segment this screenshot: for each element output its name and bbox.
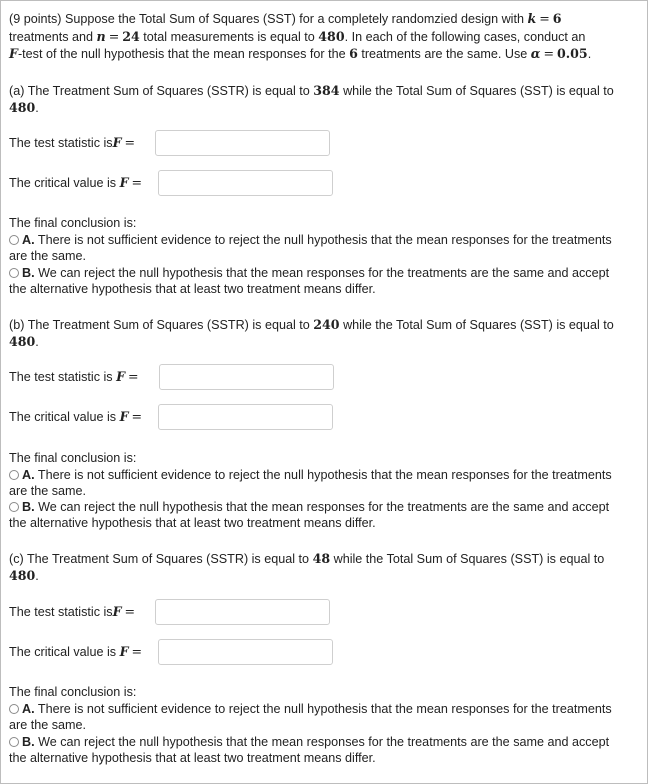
f-variable: F	[119, 175, 129, 190]
equals-sign: =	[124, 135, 136, 150]
label-text: The critical value is	[9, 410, 117, 424]
option-letter: B.	[22, 266, 35, 280]
part-c-option-a[interactable]	[9, 702, 612, 716]
sst-value: 480	[9, 100, 36, 115]
sst-value: 480	[9, 334, 36, 349]
part-b-option-b[interactable]	[9, 500, 609, 514]
part-a-prompt-line-1	[9, 83, 614, 98]
k-variable: k	[527, 11, 537, 26]
intro-line-3	[9, 46, 591, 61]
part-a-prompt-line-2	[9, 100, 39, 115]
part-text: while the Total Sum of Squares (SST) is equal to	[333, 552, 605, 566]
part-text: The Treatment Sum of Squares (SSTR) is equal to	[26, 552, 310, 566]
radio-button[interactable]	[9, 268, 19, 278]
equals-sign: =	[539, 11, 550, 26]
part-c-critical-value-input[interactable]	[158, 639, 333, 665]
intro-text: Suppose the Total Sum of Squares (SST) for a completely randomzied design with	[65, 12, 524, 26]
option-letter: A.	[22, 233, 35, 247]
label-text: The test statistic is	[9, 136, 113, 150]
points-label: (9 points)	[9, 12, 62, 26]
option-letter: A.	[22, 702, 35, 716]
f-variable: F	[9, 46, 18, 61]
equals-sign: =	[131, 409, 143, 424]
option-text: We can reject the null hypothesis that the mean responses for the treatments are the same and accept	[38, 500, 610, 514]
part-b-test-statistic-input[interactable]	[159, 364, 334, 390]
part-c-option-b[interactable]	[9, 735, 609, 749]
intro-text: -test of the null hypothesis that the mean responses for the	[17, 47, 346, 61]
f-variable: F	[116, 369, 126, 384]
period: .	[35, 569, 39, 583]
part-a-option-b[interactable]	[9, 266, 609, 280]
sstr-value: 240	[313, 317, 340, 332]
radio-button[interactable]	[9, 502, 19, 512]
part-b-option-b-continued: the alternative hypothesis that at least two treatment means differ.	[9, 516, 376, 530]
label-text: The test statistic is	[9, 605, 113, 619]
label-text: The critical value is	[9, 645, 117, 659]
part-prefix: (c)	[9, 552, 24, 566]
part-c-option-a-continued: are the same.	[9, 718, 87, 732]
option-text: There is not sufficient evidence to reject the null hypothesis that the mean responses for the treatments	[37, 702, 612, 716]
part-a-test-statistic-label	[9, 135, 138, 150]
equals-sign: =	[128, 369, 139, 384]
radio-button[interactable]	[9, 737, 19, 747]
intro-text: treatments and	[9, 30, 94, 44]
period: .	[587, 47, 592, 61]
part-a-option-a[interactable]	[9, 233, 612, 247]
f-variable: F	[119, 409, 129, 424]
f-variable: F	[112, 135, 122, 150]
f-variable: F	[119, 644, 129, 659]
intro-text: treatments are the same. Use	[361, 47, 528, 61]
label-text: The test statistic is	[9, 370, 113, 384]
option-text: There is not sufficient evidence to reject the null hypothesis that the mean responses for the treatments	[37, 233, 612, 247]
f-variable: F	[112, 604, 122, 619]
part-c-test-statistic-label	[9, 604, 138, 619]
label-text: The critical value is	[9, 176, 117, 190]
option-letter: B.	[22, 735, 35, 749]
intro-line-1	[9, 11, 562, 26]
treatments-count: 6	[349, 46, 358, 61]
equals-sign: =	[131, 175, 143, 190]
part-text: The Treatment Sum of Squares (SSTR) is equal to	[27, 84, 310, 98]
sstr-value: 384	[313, 83, 340, 98]
part-a-test-statistic-input[interactable]	[155, 130, 330, 156]
option-letter: B.	[22, 500, 35, 514]
part-prefix: (a)	[9, 84, 25, 98]
intro-line-2	[9, 29, 585, 44]
part-a-option-a-continued: are the same.	[9, 249, 87, 263]
intro-text: total measurements is equal to	[143, 30, 315, 44]
equals-sign: =	[124, 604, 136, 619]
part-a-option-b-continued: the alternative hypothesis that at least two treatment means differ.	[9, 282, 376, 296]
k-value: 6	[552, 11, 562, 26]
sst-value: 480	[9, 568, 36, 583]
alpha-variable: α	[530, 46, 541, 61]
part-b-prompt-line-1	[9, 317, 614, 332]
part-b-option-a[interactable]	[9, 468, 612, 482]
part-b-critical-value-label	[9, 409, 145, 424]
part-a-critical-value-input[interactable]	[158, 170, 333, 196]
part-c-critical-value-label	[9, 644, 145, 659]
part-b-option-a-continued: are the same.	[9, 484, 87, 498]
part-c-option-b-continued: the alternative hypothesis that at least two treatment means differ.	[9, 751, 376, 765]
option-letter: A.	[22, 468, 35, 482]
sstr-value: 48	[312, 551, 331, 566]
part-text: while the Total Sum of Squares (SST) is equal to	[343, 318, 614, 332]
part-c-prompt-line-2	[9, 568, 39, 583]
part-text: The Treatment Sum of Squares (SSTR) is equal to	[27, 318, 310, 332]
part-a-final-conclusion-label: The final conclusion is:	[9, 216, 137, 230]
part-a-critical-value-label	[9, 175, 145, 190]
equals-sign: =	[131, 644, 143, 659]
n-variable: n	[96, 29, 106, 44]
part-prefix: (b)	[9, 318, 25, 332]
period: .	[35, 335, 39, 349]
part-c-final-conclusion-label: The final conclusion is:	[9, 685, 137, 699]
n-value: 24	[122, 29, 140, 44]
radio-button[interactable]	[9, 235, 19, 245]
intro-text: . In each of the following cases, conduct an	[344, 30, 586, 44]
sst-value: 480	[318, 29, 345, 44]
part-text: while the Total Sum of Squares (SST) is equal to	[343, 84, 614, 98]
option-text: We can reject the null hypothesis that the mean responses for the treatments are the same and accept	[38, 735, 610, 749]
option-text: There is not sufficient evidence to reject the null hypothesis that the mean responses for the treatments	[37, 468, 612, 482]
part-c-test-statistic-input[interactable]	[155, 599, 330, 625]
alpha-value: 0.05	[557, 46, 588, 61]
period: .	[35, 101, 39, 115]
option-text: We can reject the null hypothesis that the mean responses for the treatments are the same and accept	[38, 266, 610, 280]
equals-sign: =	[543, 46, 555, 61]
part-b-test-statistic-label	[9, 369, 142, 384]
part-b-prompt-line-2	[9, 334, 39, 349]
radio-button[interactable]	[9, 470, 19, 480]
part-b-critical-value-input[interactable]	[158, 404, 333, 430]
radio-button[interactable]	[9, 704, 19, 714]
part-b-final-conclusion-label: The final conclusion is:	[9, 451, 137, 465]
part-c-prompt-line-1	[9, 551, 604, 566]
equals-sign: =	[108, 29, 120, 44]
